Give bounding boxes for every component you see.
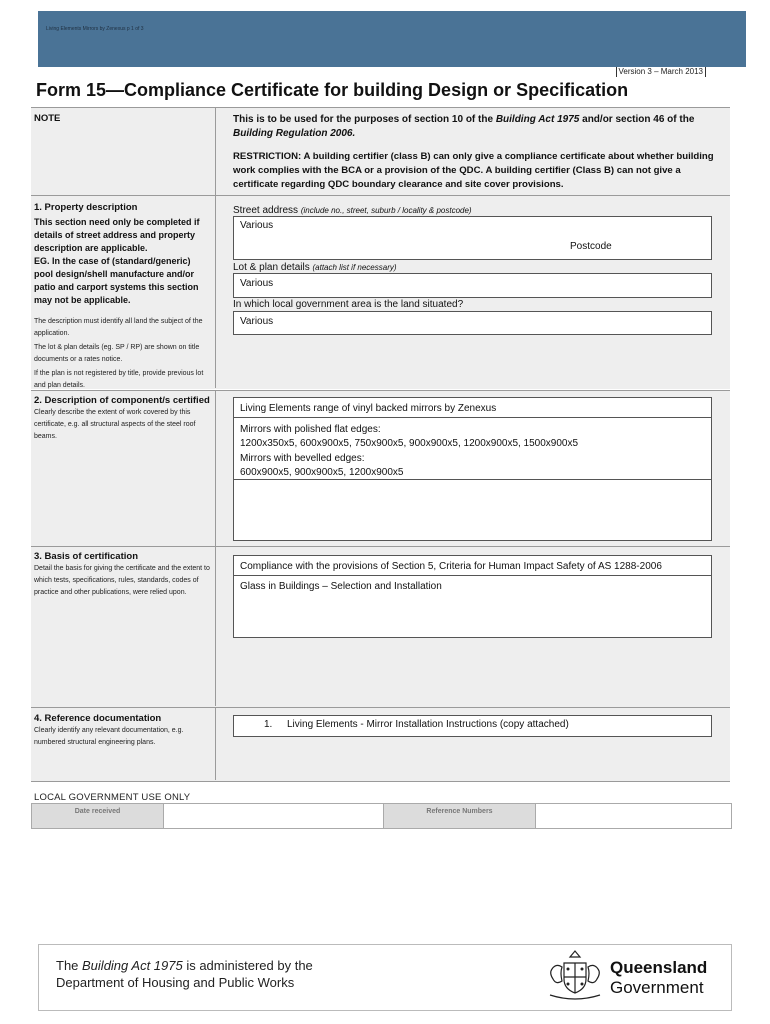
components-field[interactable] bbox=[233, 397, 712, 541]
lga-field[interactable] bbox=[233, 311, 712, 335]
street-address-label bbox=[233, 205, 472, 216]
reference-field[interactable] bbox=[233, 715, 712, 737]
lot-plan-field[interactable] bbox=[233, 273, 712, 298]
header-bar-text: Living Elements Mirrors by Zenexus p 1 of 3 bbox=[46, 26, 144, 32]
basis-note: Detail the basis for giving the certificate and the extent to which tests, specifications, rules, standards, codes of practice and other publications, were relied upon. bbox=[34, 565, 210, 596]
property-note-3: If the plan is not registered by title, provide previous lot and plan details. bbox=[34, 370, 204, 389]
street-address-hint: (include no., street, suburb / locality & postcode) bbox=[300, 206, 472, 215]
reference-item-number: 1. bbox=[264, 719, 273, 730]
local-gov-title: LOCAL GOVERNMENT USE ONLY bbox=[34, 792, 191, 803]
property-note-2: The lot & plan details (eg. SP / RP) are shown on title documents or a rates notice. bbox=[34, 344, 200, 363]
property-divider bbox=[215, 196, 216, 388]
note-purpose bbox=[233, 113, 725, 141]
form-title: Form 15—Compliance Certificate for building Design or Specification bbox=[36, 80, 629, 100]
component-line-1: Living Elements range of vinyl backed mirrors by Zenexus bbox=[240, 403, 497, 414]
footer-line-1-pre: The bbox=[56, 958, 83, 973]
basis-line-2: Glass in Buildings – Selection and Installation bbox=[240, 581, 442, 592]
note-divider bbox=[215, 108, 216, 195]
logo-government: Government bbox=[610, 978, 704, 997]
header-bar bbox=[38, 11, 746, 67]
reference-heading: 4. Reference documentation bbox=[34, 713, 162, 724]
component-line-4: Mirrors with bevelled edges: bbox=[240, 453, 365, 464]
note-restriction: RESTRICTION: A building certifier (class B) can only give a compliance certificate about whether building work complies with the BCA or a provision of the QDC. A building certifier (Class B) can not give a certificate regarding QDC boundary clearance and site cover provisions. bbox=[233, 151, 714, 190]
property-bold-note: This section need only be completed if details of street address and property description are applicable. bbox=[34, 217, 200, 253]
component-line-2: Mirrors with polished flat edges: bbox=[240, 424, 381, 435]
lot-plan-label bbox=[233, 262, 397, 273]
components-divider bbox=[215, 391, 216, 546]
lot-plan-hint: (attach list if necessary) bbox=[312, 263, 397, 272]
component-line-5: 600x900x5, 900x900x5, 1200x900x5 bbox=[240, 467, 404, 478]
date-received-field[interactable] bbox=[164, 804, 384, 828]
reference-divider bbox=[215, 708, 216, 780]
lot-plan-value: Various bbox=[240, 278, 274, 289]
footer-line-1-act: Building Act 1975 bbox=[82, 958, 183, 973]
lga-label: In which local government area is the land situated? bbox=[233, 299, 464, 310]
property-note-1: The description must identify all land the subject of the application. bbox=[34, 318, 203, 337]
footer-line-2: Department of Housing and Public Works bbox=[56, 975, 295, 990]
components-note: Clearly describe the extent of work covered by this certificate, e.g. all structural aspects of the steel roof beams. bbox=[34, 409, 196, 440]
basis-heading: 3. Basis of certification bbox=[34, 551, 139, 562]
reference-numbers-field[interactable] bbox=[536, 804, 731, 828]
components-rule-1 bbox=[234, 417, 711, 418]
footer-line-1-post: is administered by the bbox=[182, 958, 313, 973]
street-address-label-text: Street address bbox=[233, 205, 299, 216]
lot-plan-label-text: Lot & plan details bbox=[233, 262, 310, 273]
date-received-label: Date received bbox=[32, 804, 164, 828]
basis-line-1: Compliance with the provisions of Section 5, Criteria for Human Impact Safety of AS 1288-2006 bbox=[240, 561, 662, 572]
property-heading: 1. Property description bbox=[34, 202, 138, 213]
basis-divider bbox=[215, 547, 216, 706]
component-line-3: 1200x350x5, 600x900x5, 750x900x5, 900x900x5, 1200x900x5, 1500x900x5 bbox=[240, 438, 579, 449]
reference-item-text: Living Elements - Mirror Installation Instructions (copy attached) bbox=[287, 719, 569, 730]
note-purpose-act: Building Act 1975 bbox=[495, 114, 580, 125]
postcode-label: Postcode bbox=[570, 241, 612, 252]
queensland-government-logo bbox=[610, 958, 707, 998]
property-bold-example: EG. In the case of (standard/generic) pool design/shell manufacture and/or patio and carport systems this section may not be applicable. bbox=[34, 256, 199, 305]
basis-field[interactable] bbox=[233, 555, 712, 638]
street-address-field[interactable] bbox=[233, 216, 712, 260]
note-purpose-mid: and/or section 46 of the bbox=[579, 114, 695, 125]
version-label: Version 3 – March 2013 bbox=[616, 67, 707, 77]
reference-note: Clearly identify any relevant documentation, e.g. numbered structural engineering plans. bbox=[34, 727, 184, 746]
footer-text bbox=[56, 957, 313, 991]
street-address-value: Various bbox=[240, 220, 274, 231]
note-heading: NOTE bbox=[34, 113, 61, 124]
lga-value: Various bbox=[240, 316, 274, 327]
local-gov-row bbox=[31, 803, 732, 829]
footer-line-1 bbox=[56, 957, 313, 974]
note-purpose-reg: Building Regulation 2006. bbox=[233, 128, 356, 139]
basis-rule bbox=[234, 575, 711, 576]
reference-numbers-label: Reference Numbers bbox=[384, 804, 536, 828]
logo-queensland: Queensland bbox=[610, 958, 708, 977]
components-heading: 2. Description of component/s certified bbox=[34, 395, 210, 406]
note-purpose-pre: This is to be used for the purposes of section 10 of the bbox=[233, 114, 496, 125]
components-rule-2 bbox=[234, 479, 711, 480]
queensland-crest-icon bbox=[546, 947, 604, 1003]
